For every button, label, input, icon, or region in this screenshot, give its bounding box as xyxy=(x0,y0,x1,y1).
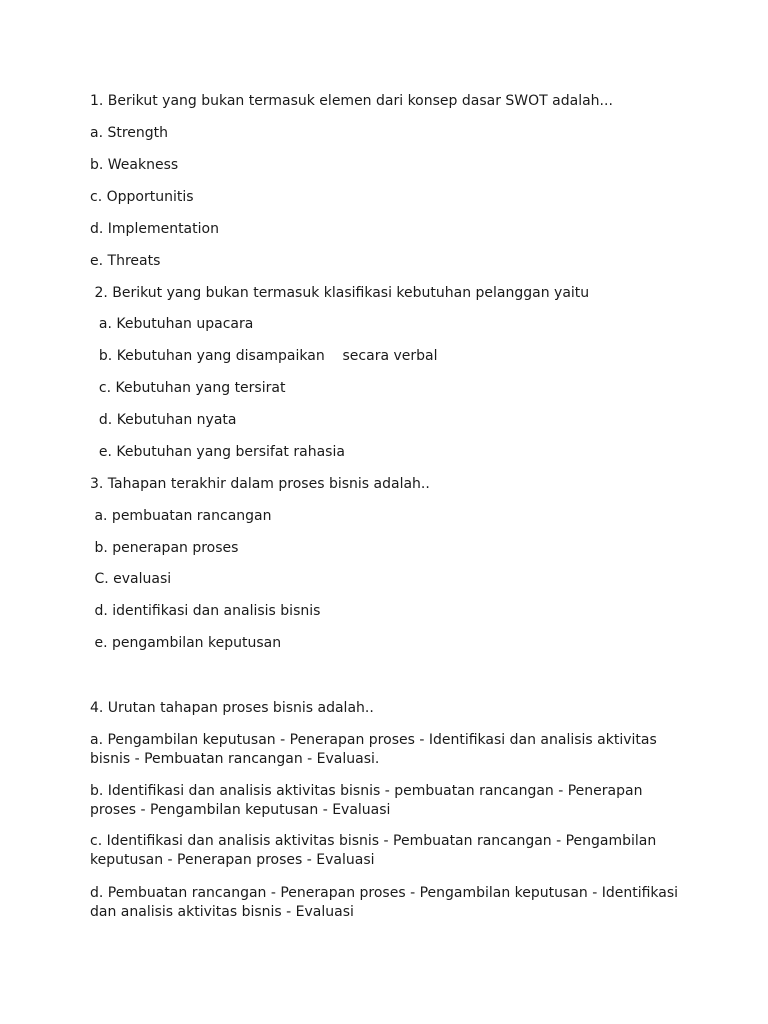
question-4-option-d: d. Pembuatan rancangan - Penerapan proses - Pengambilan keputusan - Identifikasi dan analisis aktivitas bisnis - Evaluasi xyxy=(90,885,679,920)
question-3-option-a: a. pembuatan rancangan xyxy=(90,508,272,524)
question-2-option-e: e. Kebutuhan yang bersifat rahasia xyxy=(90,444,345,460)
question-1-option-b: b. Weakness xyxy=(90,157,179,173)
question-4-option-a: a. Pengambilan keputusan - Penerapan proses - Identifikasi dan analisis aktivitas bisnis - Pembuatan rancangan - Evaluasi. xyxy=(90,732,657,767)
question-4-text: 4. Urutan tahapan proses bisnis adalah.. xyxy=(90,700,374,716)
question-3-option-d: d. identifikasi dan analisis bisnis xyxy=(90,603,321,619)
question-4-option-c: c. Identifikasi dan analisis aktivitas bisnis - Pembuatan rancangan - Pengambilan keputusan - Penerapan proses - Evaluasi xyxy=(90,833,657,868)
question-1-option-e: e. Threats xyxy=(90,253,161,269)
question-2-option-b: b. Kebutuhan yang disampaikan secara verbal xyxy=(90,348,438,364)
question-2-option-d: d. Kebutuhan nyata xyxy=(90,412,237,428)
question-1-option-c: c. Opportunitis xyxy=(90,189,194,205)
question-1-text: 1. Berikut yang bukan termasuk elemen dari konsep dasar SWOT adalah... xyxy=(90,93,613,109)
question-3-option-b: b. penerapan proses xyxy=(90,540,239,556)
question-4-option-b: b. Identifikasi dan analisis aktivitas bisnis - pembuatan rancangan - Penerapan proses - Pengambilan keputusan - Evaluasi xyxy=(90,783,643,818)
question-3-option-c: C. evaluasi xyxy=(90,571,172,587)
question-1-option-a: a. Strength xyxy=(90,125,169,141)
question-2-text: 2. Berikut yang bukan termasuk klasifikasi kebutuhan pelanggan yaitu xyxy=(90,285,590,301)
question-2-option-a: a. Kebutuhan upacara xyxy=(90,316,254,332)
question-1-option-d: d. Implementation xyxy=(90,221,219,237)
question-3-text: 3. Tahapan terakhir dalam proses bisnis adalah.. xyxy=(90,476,430,492)
question-3-option-e: e. pengambilan keputusan xyxy=(90,635,282,651)
question-2-option-c: c. Kebutuhan yang tersirat xyxy=(90,380,286,396)
